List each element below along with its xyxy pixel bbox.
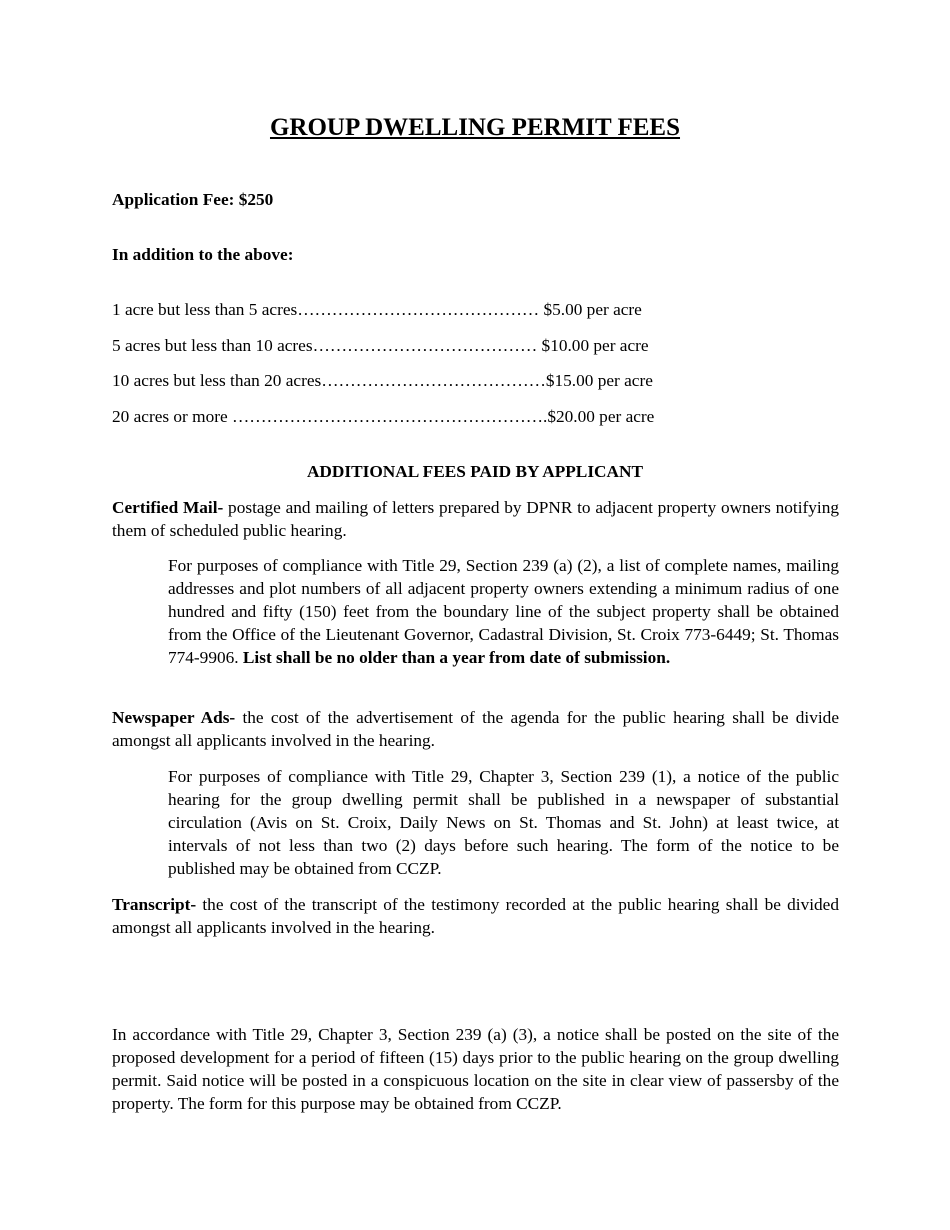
- certified-mail-label: Certified Mail-: [112, 498, 224, 517]
- fee-row: 5 acres but less than 10 acres………………………………… $10.00 per acre: [112, 336, 649, 355]
- fee-row: 20 acres or more ……………………………………………….$20.00 per acre: [112, 407, 655, 426]
- certified-detail-text: For purposes of compliance with Title 29, Section 239 (a) (2), a list of complete names, mailing addresses and plot numbers of all adjacent property owners extending a minimum radius of one hundred and fifty (150) feet from the boundary line of the subject property shall be obtained from the Office of the Lieutenant Governor, Cadastral Division, St. Croix 773-6449; St. Thomas 774-9906.: [168, 556, 839, 667]
- transcript-paragraph: [112, 893, 839, 939]
- closing-paragraph: In accordance with Title 29, Chapter 3, Section 239 (a) (3), a notice shall be posted on the site of the proposed development for a period of fifteen (15) days prior to the public hearing on the group dwelling permit. Said notice will be posted in a conspicuous location on the site in clear view of passersby of the property. The form for this purpose may be obtained from CCZP.: [112, 1025, 839, 1113]
- certified-mail-paragraph: [112, 496, 839, 542]
- certified-mail-detail: [168, 554, 839, 669]
- in-addition-heading: In addition to the above:: [112, 245, 294, 264]
- page-title: GROUP DWELLING PERMIT FEES: [269, 114, 681, 141]
- application-fee: Application Fee: $250: [112, 190, 274, 209]
- transcript-label: Transcript-: [112, 895, 197, 914]
- fee-row: 10 acres but less than 20 acres…………………………………$15.00 per acre: [112, 371, 653, 390]
- fee-row: 1 acre but less than 5 acres…………………………………… $5.00 per acre: [112, 300, 642, 319]
- transcript-text: the cost of the transcript of the testimony recorded at the public hearing shall be divided amongst all applicants involved in the hearing.: [112, 895, 839, 937]
- newspaper-ads-label: Newspaper Ads-: [112, 708, 236, 727]
- additional-fees-heading: ADDITIONAL FEES PAID BY APPLICANT: [306, 462, 644, 481]
- newspaper-ads-paragraph: [112, 706, 839, 752]
- certified-detail-bold: List shall be no older than a year from date of submission.: [242, 648, 671, 667]
- certified-mail-text: postage and mailing of letters prepared by DPNR to adjacent property owners notifying them of scheduled public hearing.: [112, 498, 840, 540]
- newspaper-ads-text: the cost of the advertisement of the agenda for the public hearing shall be divide amongst all applicants involved in the hearing.: [112, 708, 839, 750]
- newspaper-ads-detail: For purposes of compliance with Title 29, Chapter 3, Section 239 (1), a notice of the public hearing for the group dwelling permit shall be published in a newspaper of substantial circulation (Avis on St. Croix, Daily News on St. Thomas and St. John) at least twice, at intervals of not less than two (2) days before such hearing. The form of the notice to be published may be obtained from CCZP.: [168, 767, 839, 878]
